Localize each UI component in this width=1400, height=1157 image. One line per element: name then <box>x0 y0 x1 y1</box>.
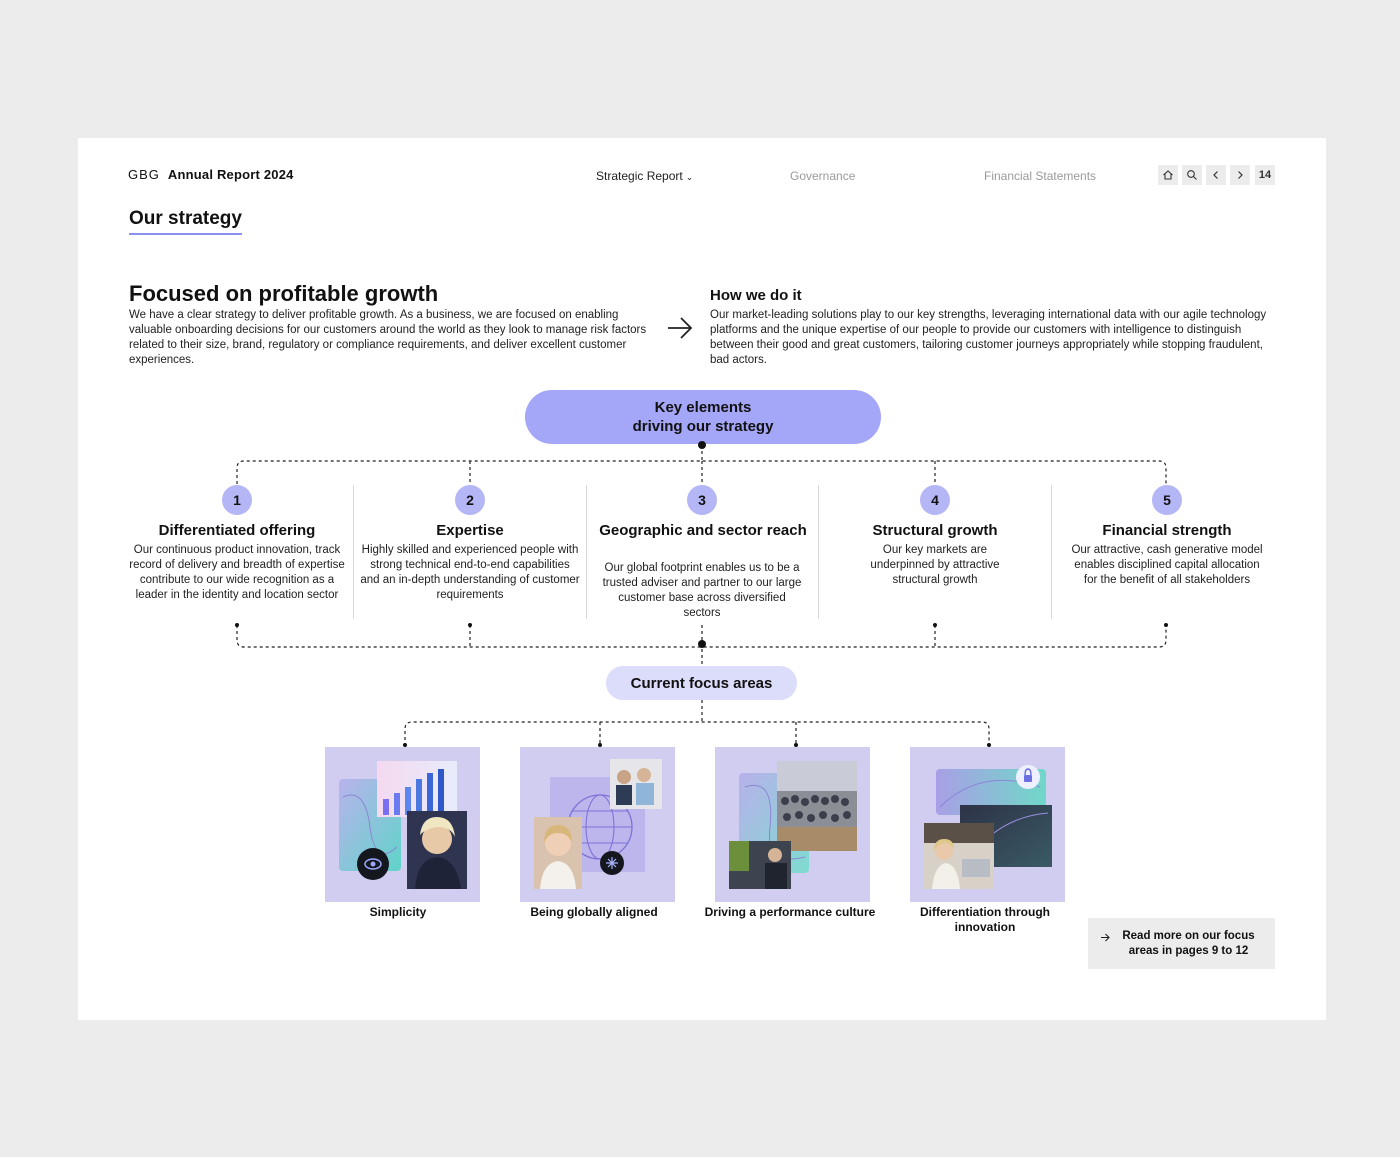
key-element-text: Highly skilled and experienced people with strong technical end-to-end capabilities and an in-depth understanding of customer requirements <box>360 544 580 601</box>
home-icon <box>1162 169 1174 181</box>
how-heading: How we do it <box>710 287 802 304</box>
nav-governance[interactable]: Governance <box>790 169 856 183</box>
nav-strategic-report[interactable] <box>596 169 693 183</box>
innovation-illustration <box>910 747 1065 902</box>
key-element-title: Structural growth <box>872 522 998 539</box>
next-page-button[interactable] <box>1230 165 1250 185</box>
simplicity-illustration <box>325 747 480 902</box>
connector-dot <box>698 640 706 648</box>
key-elements-label-2: driving our strategy <box>632 418 774 435</box>
key-element-title: Geographic and sector reach <box>599 522 807 539</box>
key-element-number: 4 <box>920 485 950 515</box>
key-element-title: Financial strength <box>1102 522 1232 539</box>
search-button[interactable] <box>1182 165 1202 185</box>
page-number: 14 <box>1255 165 1275 185</box>
key-element-text: Our key markets are underpinned by attractive structural growth <box>870 544 1000 586</box>
globe-illustration <box>520 747 675 902</box>
connector-dot <box>1164 623 1168 627</box>
key-element-text: Our global footprint enables us to be a trusted adviser and partner to our large customer base across diversified sectors <box>602 562 802 619</box>
how-text: Our market-leading solutions play to our key strengths, leveraging international data with our agile technology platforms and the unique expertise of our people to provide our customers with intelligence to distinguish between their good and great customers, tailoring customer journeys appropriately while stopping fraudulent, bad actors. <box>710 309 1267 366</box>
report-title: Annual Report 2024 <box>167 167 294 182</box>
read-more-button[interactable] <box>1088 918 1275 969</box>
connector-dot <box>933 623 937 627</box>
key-element-number: 1 <box>222 485 252 515</box>
key-element-number: 2 <box>455 485 485 515</box>
arrow-right-icon <box>1100 929 1111 948</box>
focus-card-innovation[interactable] <box>910 747 1065 902</box>
key-element-title: Differentiated offering <box>158 522 316 539</box>
report-logo[interactable] <box>128 167 294 182</box>
column-divider <box>353 485 354 619</box>
focus-card-label: Driving a performance culture <box>704 905 876 919</box>
key-element-number: 3 <box>687 485 717 515</box>
focus-card-performance-culture[interactable] <box>715 747 870 902</box>
report-page <box>78 138 1326 1020</box>
chevron-left-icon <box>1210 169 1222 181</box>
key-element-text: Our attractive, cash generative model enables disciplined capital allocation for the benefit of all stakeholders <box>1071 544 1263 586</box>
key-elements-pill <box>525 390 881 444</box>
focus-card-label: Simplicity <box>369 905 427 919</box>
key-elements-label-1: Key elements <box>654 399 752 416</box>
logo-mark: GBG <box>128 167 160 182</box>
chevron-down-icon: ⌄ <box>685 172 694 182</box>
intro-heading: Focused on profitable growth <box>129 281 439 306</box>
section-title: Our strategy <box>129 208 242 235</box>
column-divider <box>818 485 819 619</box>
column-divider <box>586 485 587 619</box>
focus-card-label: Differentiation through innovation <box>920 905 1050 934</box>
key-element-title: Expertise <box>436 522 504 539</box>
column-divider <box>1051 485 1052 619</box>
connector-dot <box>235 623 239 627</box>
focus-card-globally-aligned[interactable] <box>520 747 675 902</box>
arrow-right-icon <box>666 315 694 348</box>
team-photo-illustration <box>715 747 870 902</box>
intro-text: We have a clear strategy to deliver profitable growth. As a business, we are focused on enabling valuable onboarding decisions for our customers around the world as they look to manage risk factors related to their size, brand, regulatory or compliance requirements, and deliver excellent customer experiences. <box>129 309 647 366</box>
focus-areas-pill: Current focus areas <box>606 666 797 700</box>
nav-financial-statements[interactable]: Financial Statements <box>984 169 1097 183</box>
search-icon <box>1186 169 1198 181</box>
connector-dot <box>698 441 706 449</box>
read-more-label: Read more on our focus areas in pages 9 to 12 <box>1122 929 1255 957</box>
connector-dot <box>468 623 472 627</box>
key-element-text: Our continuous product innovation, track record of delivery and breadth of expertise contribute to our wide recognition as a leader in the identity and location sector <box>129 544 345 601</box>
chevron-right-icon <box>1234 169 1246 181</box>
home-button[interactable] <box>1158 165 1178 185</box>
focus-card-label: Being globally aligned <box>530 905 658 919</box>
prev-page-button[interactable] <box>1206 165 1226 185</box>
nav-label: Strategic Report <box>596 169 683 183</box>
key-element-number: 5 <box>1152 485 1182 515</box>
focus-card-simplicity[interactable] <box>325 747 480 902</box>
